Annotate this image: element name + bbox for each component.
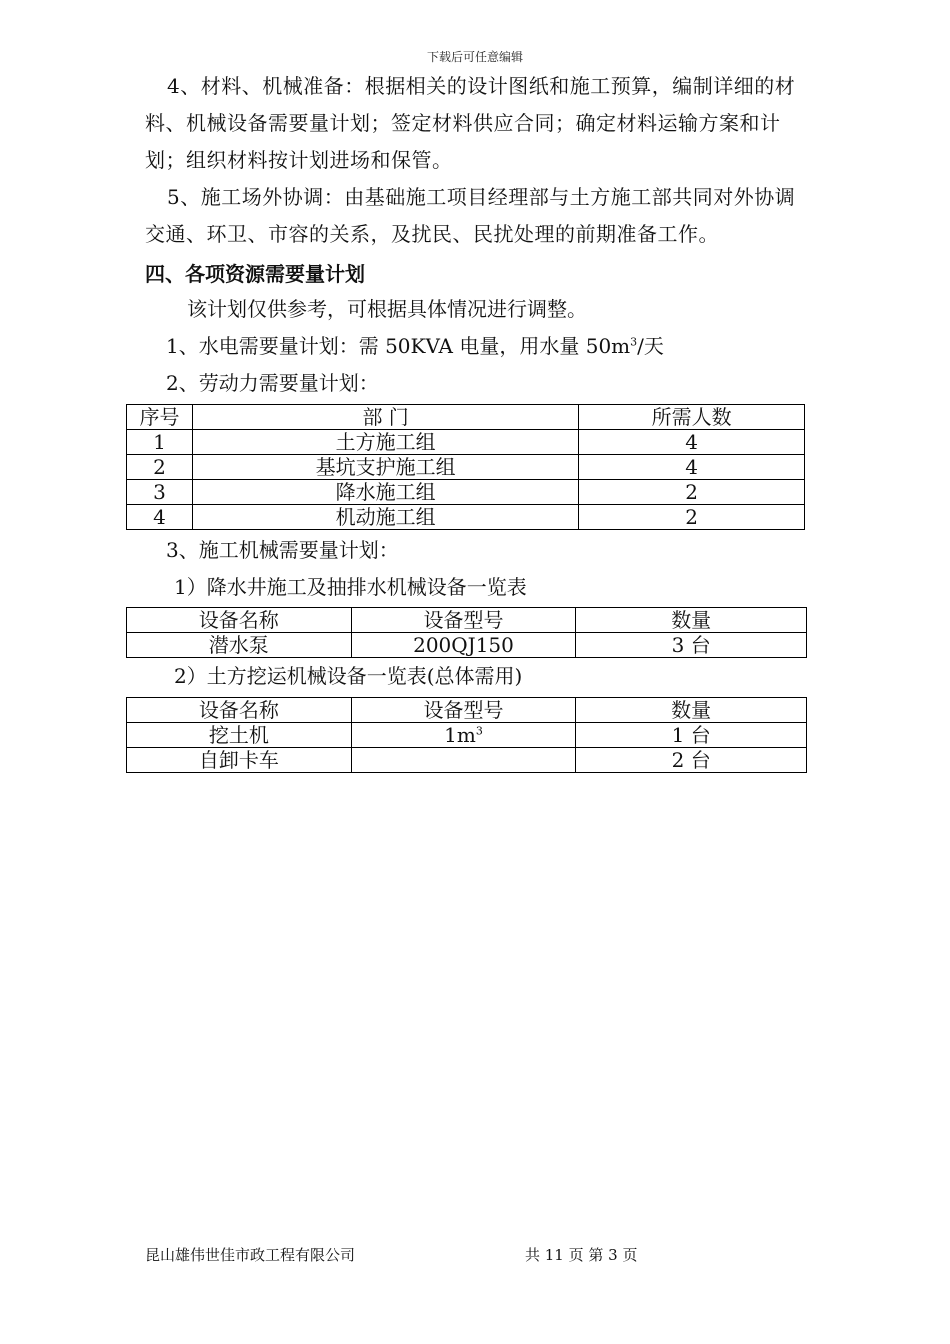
table-cell: 挖土机 — [127, 723, 352, 748]
header-cell: 所需人数 — [579, 405, 805, 430]
table-cell: 2 — [127, 455, 193, 480]
dewatering-equipment-table — [126, 607, 807, 658]
header-cell: 设备型号 — [351, 698, 576, 723]
table-cell: 潜水泵 — [127, 633, 352, 658]
table-cell: 2 — [579, 505, 805, 530]
table-cell — [351, 748, 576, 773]
table-cell: 2 — [579, 480, 805, 505]
footer-company: 昆山雄伟世佳市政工程有限公司 — [145, 1246, 356, 1264]
table-header-row — [127, 405, 805, 430]
header-cell: 设备型号 — [351, 608, 576, 633]
table-cell: 1 台 — [576, 723, 807, 748]
header-cell: 数量 — [576, 608, 807, 633]
table-cell: 2 台 — [576, 748, 807, 773]
table-cell: 200QJ150 — [351, 633, 576, 658]
table-row — [127, 480, 805, 505]
model-superscript: 3 — [475, 724, 483, 738]
water-power-unit: /天 — [637, 334, 664, 358]
table-cell: 3 台 — [576, 633, 807, 658]
table-cell: 降水施工组 — [192, 480, 578, 505]
earthwork-equipment-table — [126, 697, 807, 773]
water-power-text: 1、水电需要量计划：需 50KVA 电量，用水量 50m — [166, 334, 631, 358]
table-row — [127, 723, 807, 748]
header-cell: 部 门 — [192, 405, 578, 430]
table-cell: 4 — [127, 505, 193, 530]
section-intro: 该计划仅供参考，可根据具体情况进行调整。 — [187, 297, 587, 321]
header-cell: 设备名称 — [127, 608, 352, 633]
table-row — [127, 430, 805, 455]
model-text: 1m — [444, 723, 476, 747]
table-header-row — [127, 608, 807, 633]
table-row — [127, 455, 805, 480]
table-header-row — [127, 698, 807, 723]
table-cell: 1 — [127, 430, 193, 455]
table-cell: 4 — [579, 430, 805, 455]
table-row — [127, 633, 807, 658]
page-header-note: 下载后可任意编辑 — [426, 50, 523, 64]
table-cell: 土方施工组 — [192, 430, 578, 455]
dewatering-equipment-caption: 1）降水井施工及抽排水机械设备一览表 — [174, 575, 527, 599]
section-heading: 四、各项资源需要量计划 — [145, 262, 365, 286]
table-cell: 机动施工组 — [192, 505, 578, 530]
table-row — [127, 505, 805, 530]
table-cell: 3 — [127, 480, 193, 505]
machinery-plan-label: 3、施工机械需要量计划： — [166, 538, 399, 562]
paragraph-site-coordination: 5、施工场外协调：由基础施工项目经理部与土方施工部共同对外协调交通、环卫、市容的关系，及扰民、民扰处理的前期准备工作。 — [145, 185, 796, 246]
header-cell: 序号 — [127, 405, 193, 430]
water-power-plan — [166, 330, 664, 359]
earthwork-equipment-caption: 2）土方挖运机械设备一览表(总体需用) — [174, 664, 523, 688]
table-cell — [351, 723, 576, 748]
table-row — [127, 748, 807, 773]
header-cell: 设备名称 — [127, 698, 352, 723]
table-cell: 4 — [579, 455, 805, 480]
footer-page-number: 共 11 页 第 3 页 — [525, 1246, 638, 1264]
paragraph-materials-preparation: 4、材料、机械准备：根据相关的设计图纸和施工预算，编制详细的材料、机械设备需要量计划；签定材料供应合同；确定材料运输方案和计划；组织材料按计划进场和保管。 — [145, 74, 796, 172]
labor-plan-label: 2、劳动力需要量计划： — [166, 371, 379, 395]
water-power-superscript: 3 — [630, 335, 638, 349]
labor-table — [126, 404, 805, 530]
table-cell: 基坑支护施工组 — [192, 455, 578, 480]
header-cell: 数量 — [576, 698, 807, 723]
table-cell: 自卸卡车 — [127, 748, 352, 773]
